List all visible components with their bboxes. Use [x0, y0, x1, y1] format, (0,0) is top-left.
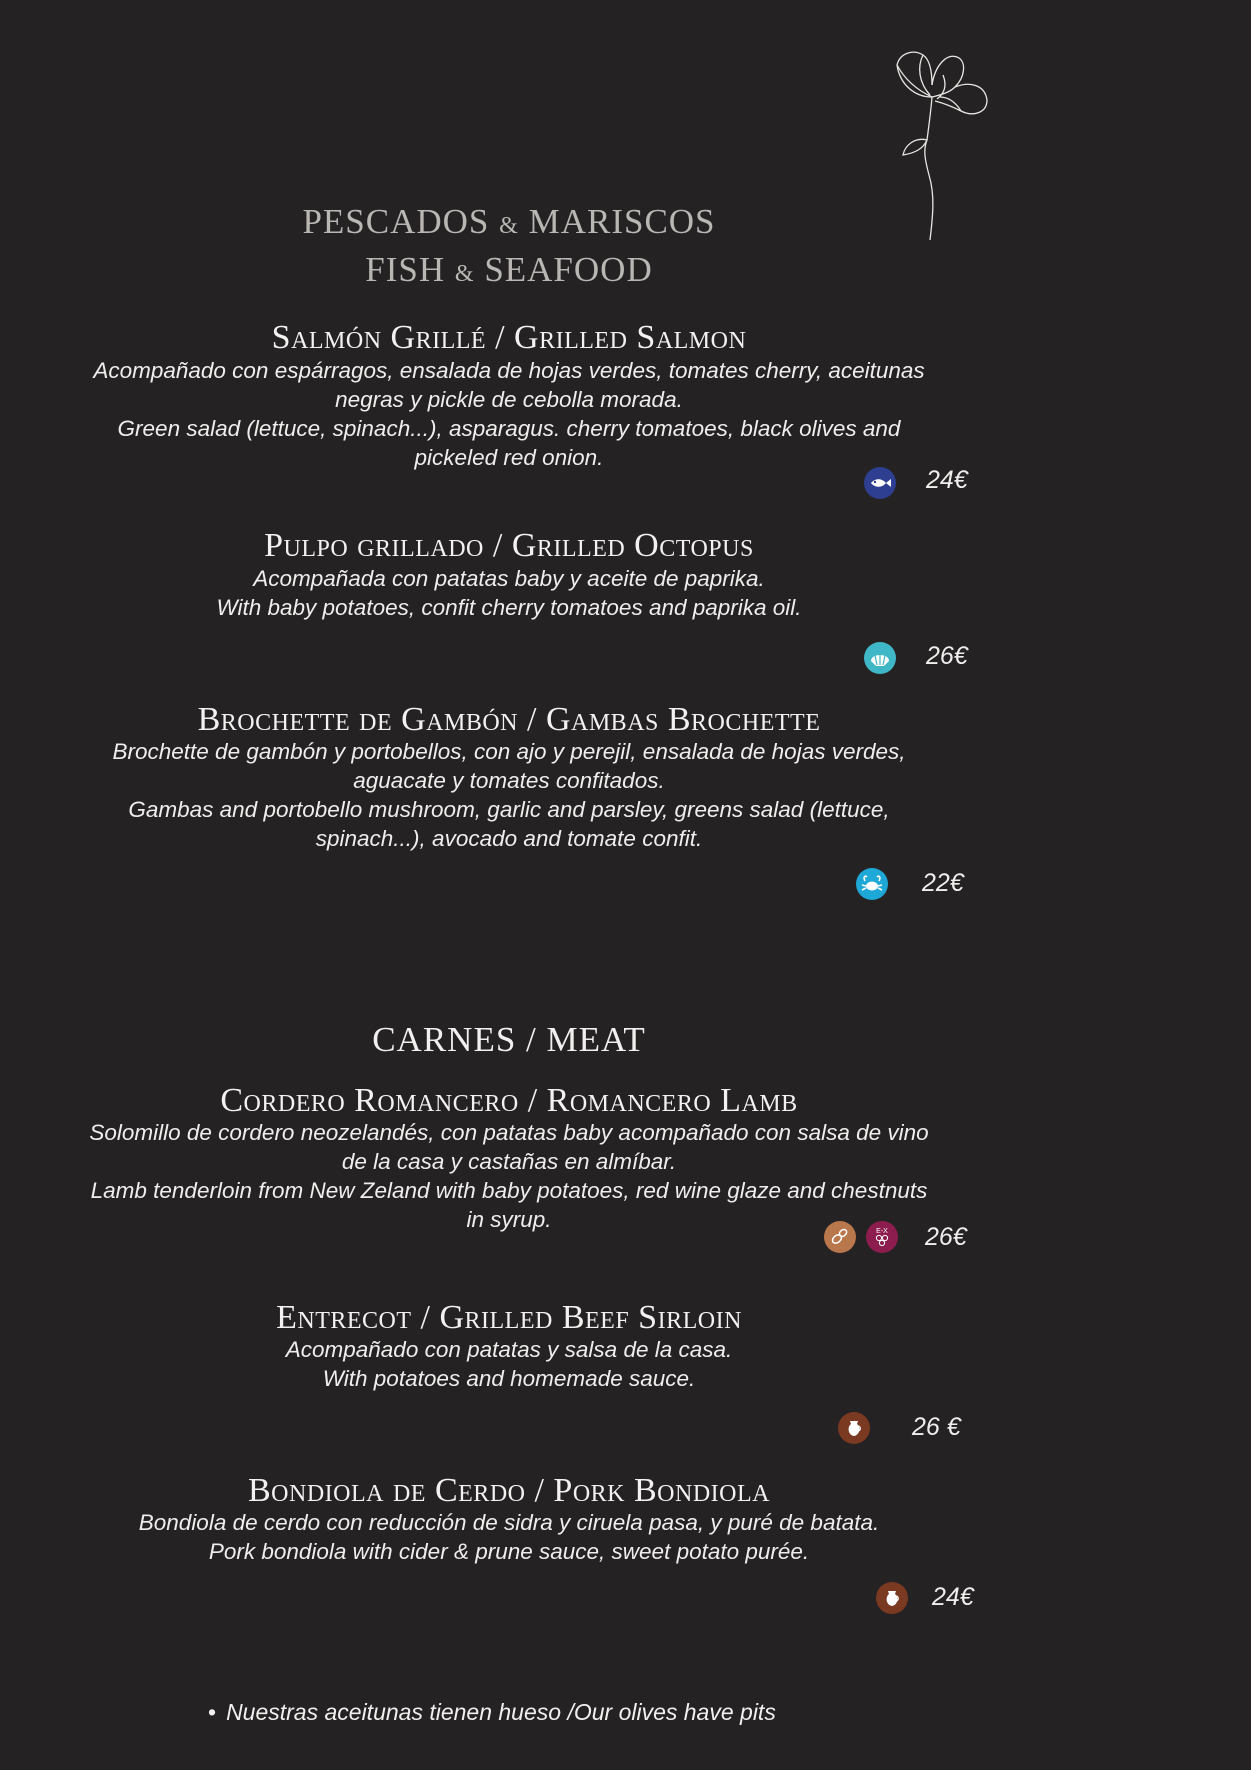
dish-description-gambas [30, 737, 988, 853]
description-line: Brochette de gambón y portobellos, con ajo y perejil, ensalada de hojas verdes, [112, 739, 906, 764]
description-line: negras y pickle de cebolla morada. [335, 387, 683, 412]
milk-jug-icon [876, 1582, 908, 1614]
description-line: Acompañada con patatas baby y aceite de paprika. [253, 566, 765, 591]
dish-title-bondiola: Bondiola de Cerdo / Pork Bondiola [247, 1472, 770, 1509]
dish-title-salmon: Salmón Grillé / Grilled Salmon [271, 319, 747, 356]
dish-description-entrecot [30, 1335, 988, 1393]
dish-description-lamb [30, 1118, 988, 1234]
dish-price-entrecot: 26 € [912, 1413, 961, 1441]
dish-description-bondiola [30, 1508, 988, 1566]
description-line: aguacate y tomates confitados. [353, 768, 665, 793]
description-line: in syrup. [466, 1207, 552, 1232]
sulphites-grapes-icon [866, 1221, 898, 1253]
description-line: With baby potatoes, confit cherry tomatoes and paprika oil. [216, 595, 802, 620]
dish-description-octopus [30, 564, 988, 622]
description-line: Acompañado con patatas y salsa de la casa. [285, 1337, 733, 1362]
sulphites-label: E-X [876, 1228, 888, 1235]
description-line: spinach...), avocado and tomate confit. [315, 826, 703, 851]
dish-price-bondiola: 24€ [932, 1583, 974, 1611]
description-line: Solomillo de cordero neozelandés, con patatas baby acompañado con salsa de vino [89, 1120, 929, 1145]
fish-icon [864, 467, 896, 499]
dish-title-entrecot: Entrecot / Grilled Beef Sirloin [276, 1299, 742, 1336]
section-title-fish-es [0, 200, 1018, 248]
footnote-olives [208, 1697, 776, 1727]
dish-price-octopus: 26€ [926, 642, 968, 670]
section-title-meat: CARNES / MEAT [372, 1020, 646, 1059]
title-word: SEAFOOD [484, 250, 653, 289]
crustacean-crab-icon [856, 868, 888, 900]
section-title-fish-en [0, 248, 1018, 296]
ampersand: & [454, 261, 475, 287]
description-line: Pork bondiola with cider & prune sauce, sweet potato purée. [208, 1539, 810, 1564]
footnote-text: Nuestras aceitunas tienen hueso /Our olives have pits [226, 1699, 776, 1725]
description-line: Acompañado con espárragos, ensalada de hojas verdes, tomates cherry, aceitunas [93, 358, 925, 383]
description-line: With potatoes and homemade sauce. [322, 1366, 696, 1391]
title-word: MARISCOS [528, 202, 716, 241]
dish-price-lamb: 26€ [925, 1223, 967, 1251]
dish-title-gambas: Brochette de Gambón / Gambas Brochette [197, 701, 821, 738]
dish-title-lamb: Cordero Romancero / Romancero Lamb [220, 1082, 798, 1119]
description-line: Gambas and portobello mushroom, garlic and parsley, greens salad (lettuce, [128, 797, 890, 822]
mollusc-shell-icon [864, 642, 896, 674]
dish-price-gambas: 22€ [922, 869, 964, 897]
dish-title-octopus: Pulpo grillado / Grilled Octopus [264, 527, 754, 564]
title-word: PESCADOS [302, 202, 490, 241]
description-line: Bondiola de cerdo con reducción de sidra y ciruela pasa, y puré de batata. [138, 1510, 880, 1535]
dish-description-salmon [30, 356, 988, 472]
description-line: pickeled red onion. [414, 445, 604, 470]
milk-jug-icon [838, 1412, 870, 1444]
nuts-icon [824, 1221, 856, 1253]
dish-price-salmon: 24€ [926, 466, 968, 494]
description-line: Green salad (lettuce, spinach...), asparagus. cherry tomatoes, black olives and [117, 416, 901, 441]
description-line: Lamb tenderloin from New Zeland with baby potatoes, red wine glaze and chestnuts [90, 1178, 928, 1203]
bullet: • [208, 1699, 217, 1725]
section-title-fish [0, 200, 1018, 296]
ampersand: & [499, 213, 519, 239]
description-line: de la casa y castañas en almíbar. [341, 1149, 677, 1174]
title-word: FISH [365, 250, 446, 289]
